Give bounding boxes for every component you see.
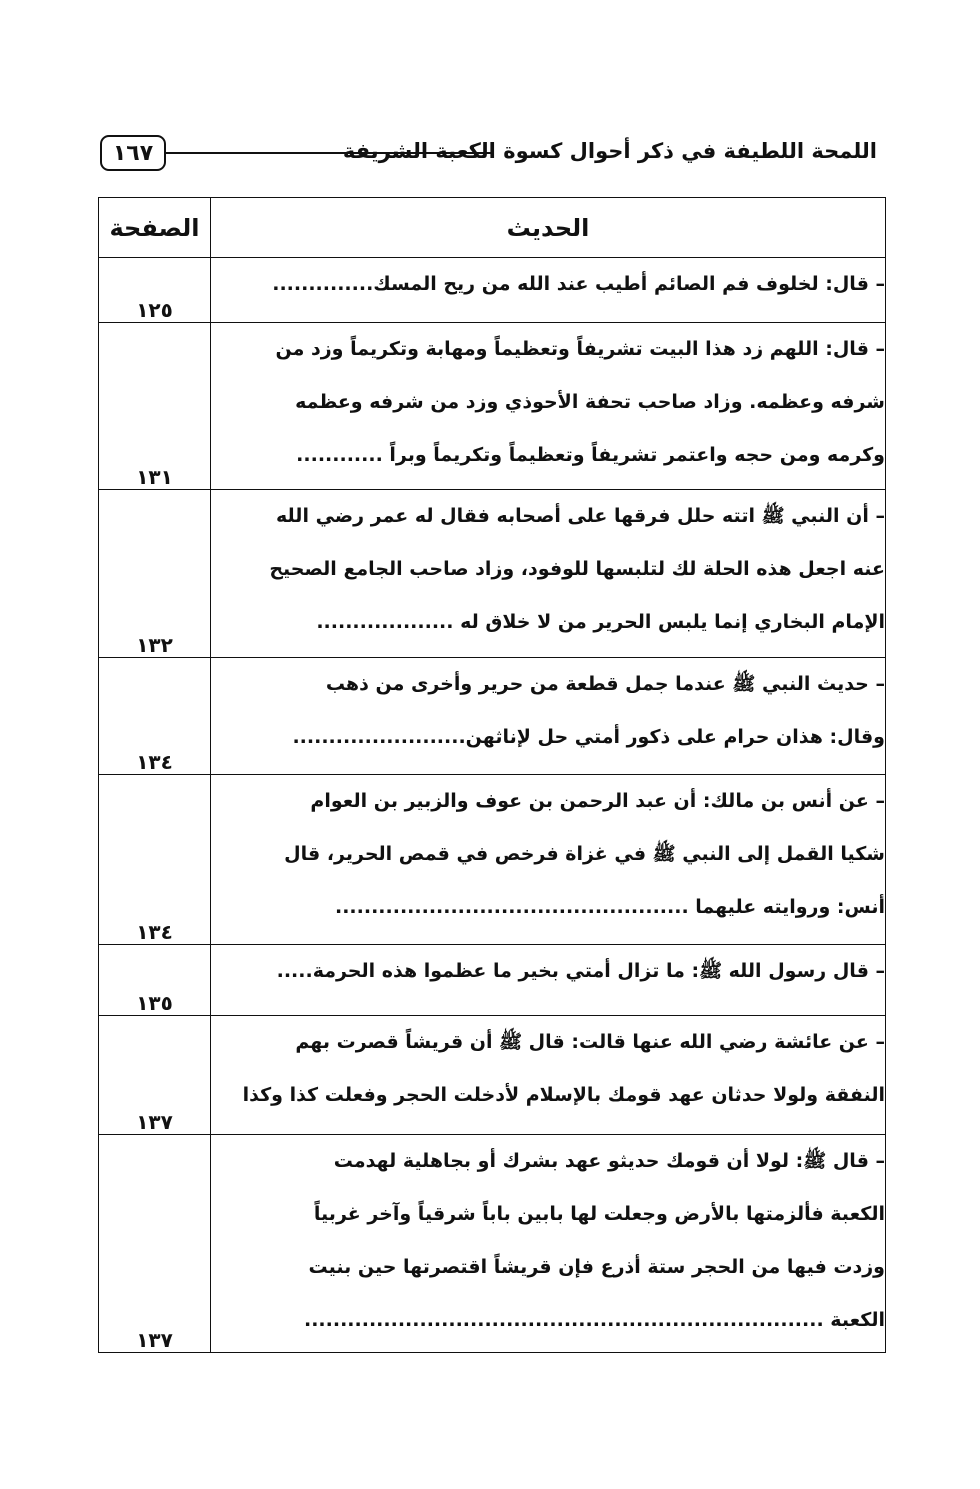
page-cell: ١٢٥ <box>99 258 211 323</box>
hadith-line: – قال: لخلوف فم الصائم أطيب عند الله من ريح المسك.............. <box>272 273 885 295</box>
hadith-line: – حديث النبي ﷺ عندما جمل قطعة من حرير وأخرى من ذهب <box>325 673 885 695</box>
running-title: اللمحة اللطيفة في ذكر أحوال كسوة الكعبة الشريفة <box>342 139 877 163</box>
table-row <box>99 945 886 1016</box>
table-row <box>99 658 886 775</box>
page-cell: ١٣١ <box>99 323 211 490</box>
table-row <box>99 1135 886 1353</box>
hadith-cell <box>211 1016 886 1135</box>
column-header-page: الصفحة <box>99 198 211 258</box>
hadith-cell <box>211 258 886 323</box>
hadith-line: – قال: اللهم زد هذا البيت تشريفاً وتعظيماً ومهابة وتكريماً وزد من <box>275 338 885 360</box>
table-row <box>99 775 886 945</box>
hadith-cell <box>211 323 886 490</box>
hadith-cell <box>211 658 886 775</box>
hadith-line: – قال رسول الله ﷺ: ما تزال أمتي بخير ما عظموا هذه الحرمة..... <box>276 960 885 982</box>
hadith-line: – أن النبي ﷺ اتته حلل فرقها على أصحابه فقال له عمر رضي الله <box>276 505 885 527</box>
running-header <box>100 133 877 177</box>
table-row <box>99 1016 886 1135</box>
hadith-line: – عن أنس بن مالك: أن عبد الرحمن بن عوف والزبير بن العوام <box>310 790 885 812</box>
page-number: ١٦٧ <box>100 135 166 171</box>
hadith-cell <box>211 1135 886 1353</box>
hadith-line: وكرمه ومن حجه واعتمر تشريفاً وتعظيماً وتكريماً وبراً ............ <box>296 444 885 466</box>
hadith-line: وزدت فيها من الحجر ستة أذرع فإن قريشاً اقتصرتها حين بنيت <box>308 1256 885 1278</box>
hadith-index-table <box>98 197 886 1353</box>
hadith-line: – عن عائشة رضي الله عنها قالت: قال ﷺ أن قريشاً قصرت بهم <box>295 1031 885 1053</box>
page-cell: ١٣٥ <box>99 945 211 1016</box>
hadith-line: وقال: هذان حرام على ذكور أمتي حل لإناثهن........................ <box>292 726 885 748</box>
page-cell: ١٣٤ <box>99 775 211 945</box>
hadith-line: شكيا القمل إلى النبي ﷺ في غزاة فرخص في قمص الحرير، قال <box>284 843 885 865</box>
hadith-line: أنس: وروايته عليهما ................................................. <box>334 896 885 918</box>
hadith-line: شرفه وعظمه. وزاد صاحب تحفة الأحوذي وزد من شرفه وعظمه <box>295 391 885 413</box>
page-cell: ١٣٤ <box>99 658 211 775</box>
table-row <box>99 323 886 490</box>
hadith-line: الكعبة فألزمتها بالأرض وجعلت لها بابين باباً شرقياً وآخر غربياً <box>313 1203 885 1225</box>
hadith-line: الكعبة ........................................................................ <box>304 1309 885 1331</box>
page-cell: ١٣٧ <box>99 1135 211 1353</box>
hadith-line: عنه اجعل هذه الحلة لك لتلبسها للوفود، وزاد صاحب الجامع الصحيح <box>269 558 885 580</box>
page-cell: ١٣٧ <box>99 1016 211 1135</box>
hadith-line: الإمام البخاري إنما يلبس الحرير من لا خلاق له ................... <box>316 611 885 633</box>
hadith-cell <box>211 945 886 1016</box>
hadith-line: – قال ﷺ: لولا أن قومك حديثو عهد بشرك أو بجاهلية لهدمت <box>333 1150 885 1172</box>
page-cell: ١٣٢ <box>99 490 211 658</box>
table-header-row <box>99 198 886 258</box>
column-header-hadith: الحديث <box>211 198 886 258</box>
hadith-line: النفقة ولولا حدثان عهد قومك بالإسلام لأدخلت الحجر وفعلت كذا وكذا <box>242 1084 885 1106</box>
table-row <box>99 490 886 658</box>
hadith-cell <box>211 490 886 658</box>
table-row <box>99 258 886 323</box>
hadith-cell <box>211 775 886 945</box>
